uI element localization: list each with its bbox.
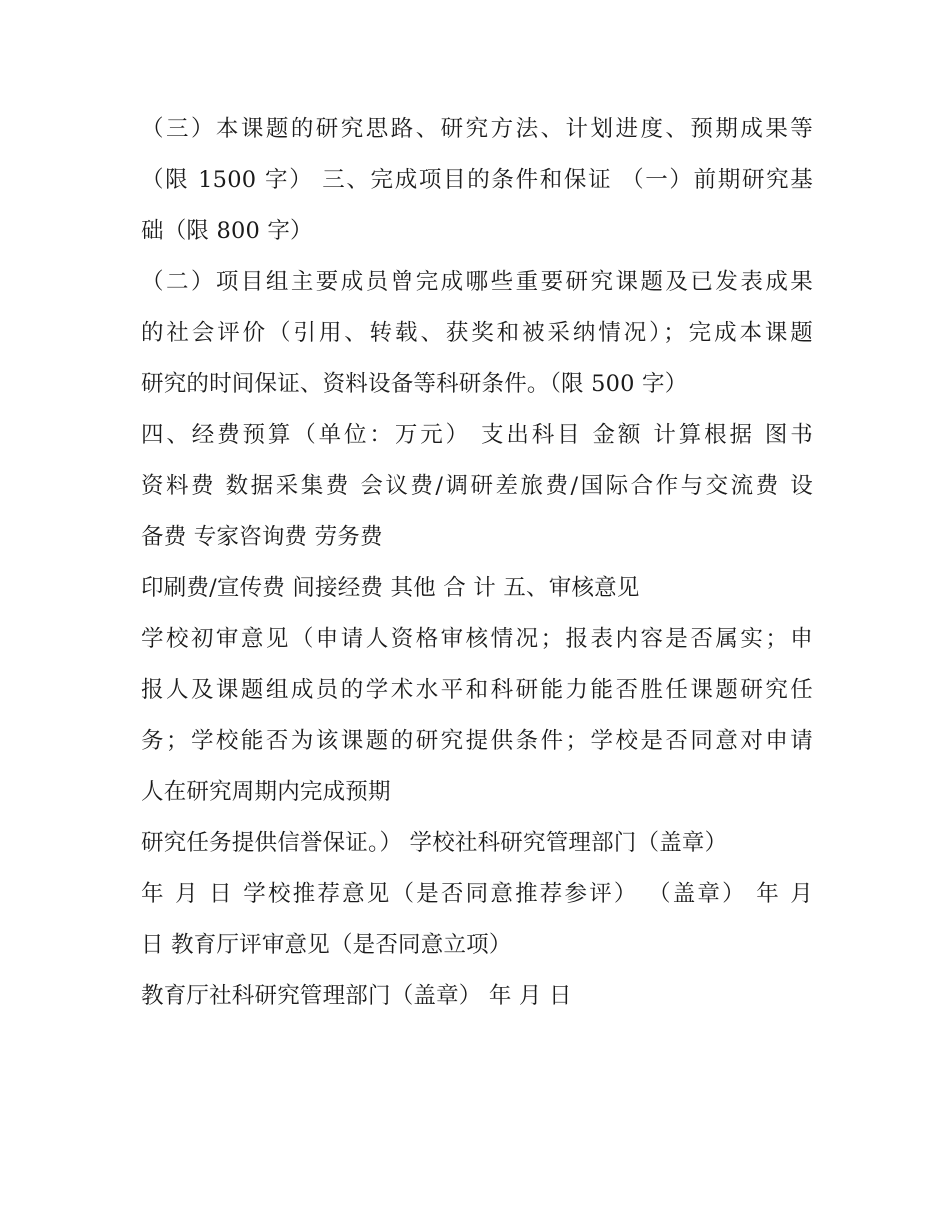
document-body xyxy=(141,104,813,1022)
text-line-2: （限 1500 字） 三、完成项目的条件和保证 （一）前期研究基 xyxy=(141,167,813,193)
text-line-7: 四、经费预算（单位：万元） 支出科目 金额 计算根据 图书 xyxy=(141,422,813,448)
text-line-17: 日 教育厅评审意见（是否同意立项） xyxy=(141,932,512,958)
text-line-5: 的社会评价（引用、转载、获奖和被采纳情况）；完成本课题 xyxy=(141,320,813,346)
text-line-1: （三）本课题的研究思路、研究方法、计划进度、预期成果等 xyxy=(141,116,813,142)
text-line-18: 教育厅社科研究管理部门（盖章） 年 月 日 xyxy=(141,983,572,1009)
text-line-6: 研究的时间保证、资料设备等科研条件。（限 500 字） xyxy=(141,371,688,397)
text-line-12: 报人及课题组成员的学术水平和科研能力能否胜任课题研究任 xyxy=(141,677,813,703)
text-line-15: 研究任务提供信誉保证。） 学校社科研究管理部门（盖章） xyxy=(141,830,728,856)
text-line-16: 年 月 日 学校推荐意见（是否同意推荐参评） （盖章） 年 月 xyxy=(141,881,813,907)
text-line-4: （二）项目组主要成员曾完成哪些重要研究课题及已发表成果 xyxy=(141,269,813,295)
text-line-8: 资料费 数据采集费 会议费/调研差旅费/国际合作与交流费 设 xyxy=(141,473,813,499)
text-line-9: 备费 专家咨询费 劳务费 xyxy=(141,524,383,550)
text-line-3: 础（限 800 字） xyxy=(141,218,313,244)
text-line-13: 务；学校能否为该课题的研究提供条件；学校是否同意对申请 xyxy=(141,728,813,754)
text-line-14: 人在研究周期内完成预期 xyxy=(141,779,391,805)
text-line-11: 学校初审意见（申请人资格审核情况；报表内容是否属实；申 xyxy=(141,626,813,652)
text-line-10: 印刷费/宣传费 间接经费 其他 合 计 五、审核意见 xyxy=(141,575,640,601)
